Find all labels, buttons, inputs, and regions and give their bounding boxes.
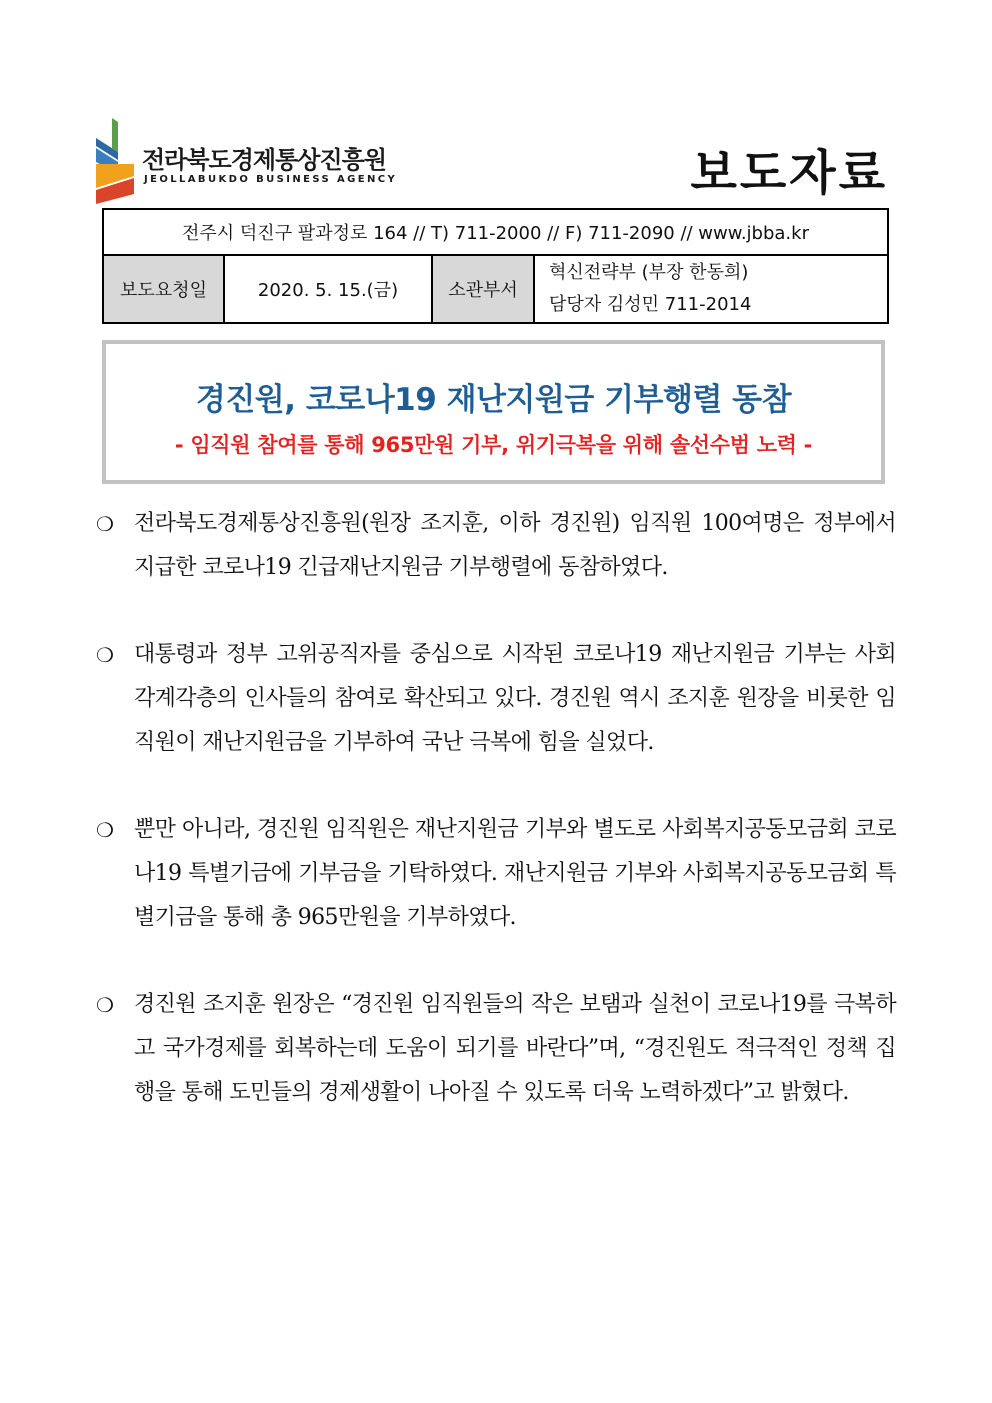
bullet-circle-icon: ❍ bbox=[96, 643, 114, 667]
department-cell bbox=[534, 255, 888, 323]
paragraph-text: 대통령과 정부 고위공직자를 중심으로 시작된 코로나19 재난지원금 기부는 사회 각계각층의 인사들의 참여로 확산되고 있다. 경진원 역시 조지훈 원장을 비롯한 임직원이 재난지원금을 기부하여 국난 극복에 힘을 실었다. bbox=[134, 642, 896, 755]
body-paragraph bbox=[96, 808, 896, 940]
request-date: 2020. 5. 15.(금) bbox=[224, 255, 432, 323]
press-info-table bbox=[102, 208, 889, 324]
contact-line: 전주시 덕진구 팔과정로 164 // T) 711-2000 // F) 711-2090 // www.jbba.kr bbox=[103, 209, 888, 255]
bullet-circle-icon: ❍ bbox=[96, 818, 114, 842]
body-paragraph bbox=[96, 633, 896, 765]
department-name: 혁신전략부 (부장 한동희) bbox=[549, 262, 749, 283]
details-row bbox=[103, 255, 888, 323]
bullet-circle-icon: ❍ bbox=[96, 512, 114, 536]
agency-logo-icon bbox=[92, 118, 138, 206]
department-label: 소관부서 bbox=[432, 255, 534, 323]
document-type-title: 보도자료 bbox=[690, 145, 888, 201]
organization-name-english: JEOLLABUKDO BUSINESS AGENCY bbox=[144, 174, 398, 185]
headline-title: 경진원, 코로나19 재난지원금 기부행렬 동참 bbox=[195, 382, 792, 418]
contact-person: 담당자 김성민 711-2014 bbox=[549, 294, 752, 315]
contact-row bbox=[103, 209, 888, 255]
organization-name: 전라북도경제통상진흥원 bbox=[142, 146, 387, 174]
headline-subtitle: - 임직원 참여를 통해 965만원 기부, 위기극복을 위해 솔선수범 노력 - bbox=[174, 433, 813, 457]
request-date-label: 보도요청일 bbox=[103, 255, 224, 323]
press-body bbox=[96, 502, 896, 1115]
headline-box bbox=[102, 340, 885, 484]
body-paragraph bbox=[96, 983, 896, 1115]
paragraph-text: 경진원 조지훈 원장은 “경진원 임직원들의 작은 보탬과 실천이 코로나19를 극복하고 국가경제를 회복하는데 도움이 되기를 바란다”며, “경진원도 적극적인 정책 집행을 통해 도민들의 경제생활이 나아질 수 있도록 더욱 노력하겠다”고 밝혔다. bbox=[134, 992, 896, 1105]
paragraph-text: 뿐만 아니라, 경진원 임직원은 재난지원금 기부와 별도로 사회복지공동모금회 코로나19 특별기금에 기부금을 기탁하였다. 재난지원금 기부와 사회복지공동모금회 특별기금을 통해 총 965만원을 기부하였다. bbox=[134, 817, 896, 930]
paragraph-text: 전라북도경제통상진흥원(원장 조지훈, 이하 경진원) 임직원 100여명은 정부에서 지급한 코로나19 긴급재난지원금 기부행렬에 동참하였다. bbox=[134, 511, 896, 580]
bullet-circle-icon: ❍ bbox=[96, 993, 114, 1017]
body-paragraph bbox=[96, 502, 896, 590]
document-header bbox=[92, 118, 892, 208]
